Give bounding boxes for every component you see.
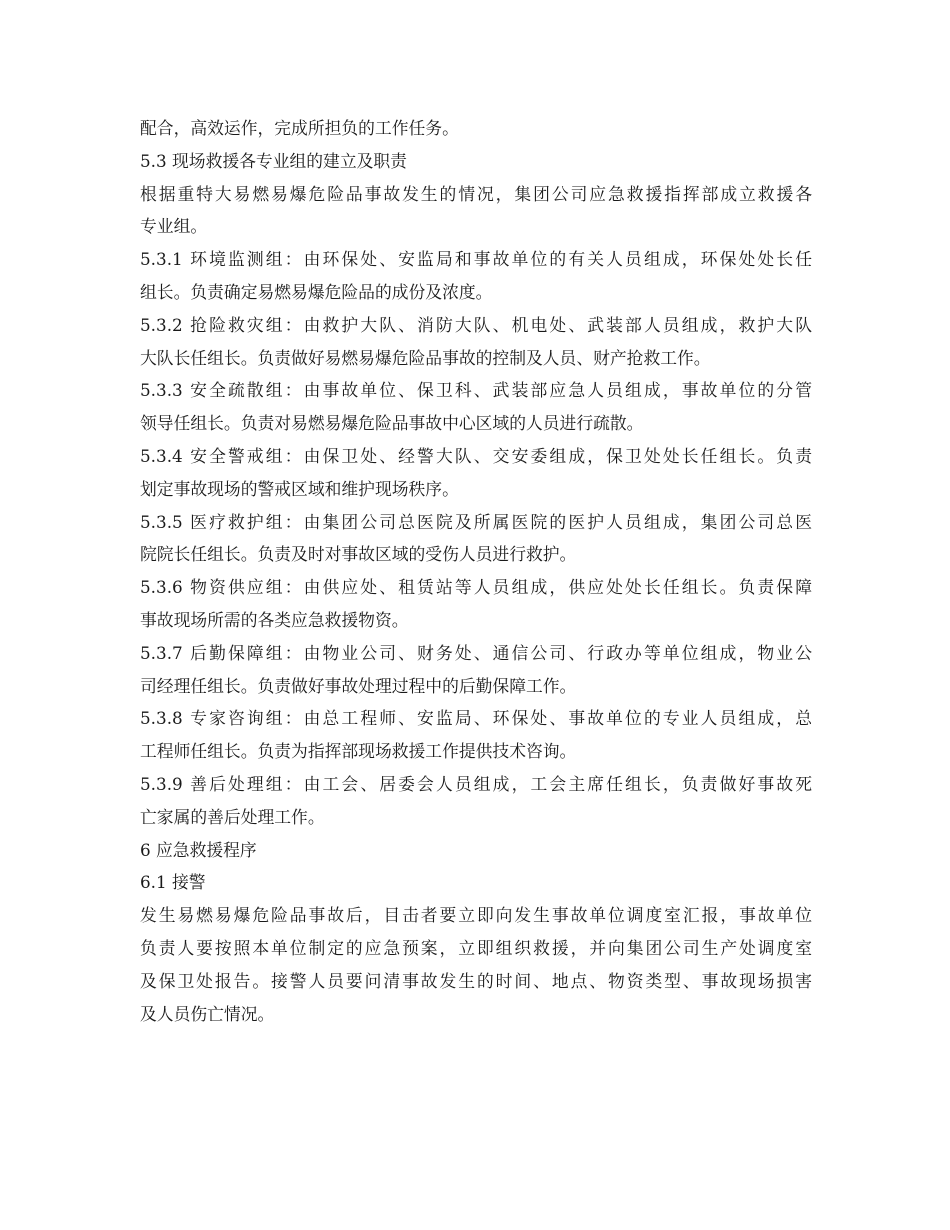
text-line: 5.3.8 专家咨询组：由总工程师、安监局、环保处、事故单位的专业人员组成，总	[140, 708, 812, 729]
text-line: 司经理任组长。负责做好事故处理过程中的后勤保障工作。	[140, 675, 577, 696]
text-line: 6.1 接警	[140, 872, 206, 893]
text-line: 6 应急救援程序	[140, 839, 257, 860]
text-line: 院院长任组长。负责及时对事故区域的受伤人员进行救护。	[140, 544, 577, 565]
text-line: 配合，高效运作，完成所担负的工作任务。	[140, 118, 459, 138]
text-line: 5.3.6 物资供应组：由供应处、租赁站等人员组成，供应处处长任组长。负责保障	[140, 577, 812, 598]
text-line: 亡家属的善后处理工作。	[140, 806, 325, 827]
text-line: 5.3 现场救援各专业组的建立及职责	[140, 150, 407, 171]
text-line: 工程师任组长。负责为指挥部现场救援工作提供技术咨询。	[140, 741, 577, 762]
text-line: 5.3.9 善后处理组：由工会、居委会人员组成，工会主席任组长，负责做好事故死	[140, 773, 812, 794]
text-line: 5.3.1 环境监测组：由环保处、安监局和事故单位的有关人员组成，环保处处长任	[140, 249, 812, 270]
text-line: 专业组。	[140, 216, 208, 237]
text-line: 及人员伤亡情况。	[140, 1003, 275, 1024]
text-line: 负责人要按照本单位制定的应急预案，立即组织救援，并向集团公司生产处调度室	[140, 937, 812, 958]
text-line: 及保卫处报告。接警人员要问清事故发生的时间、地点、物资类型、事故现场损害	[140, 970, 812, 991]
text-line: 5.3.7 后勤保障组：由物业公司、财务处、通信公司、行政办等单位组成，物业公	[140, 642, 812, 663]
text-line: 5.3.5 医疗救护组：由集团公司总医院及所属医院的医护人员组成，集团公司总医	[140, 511, 812, 532]
text-line: 根据重特大易燃易爆危险品事故发生的情况，集团公司应急救援指挥部成立救援各	[140, 183, 812, 204]
document-body	[140, 112, 812, 1030]
text-line: 划定事故现场的警戒区域和维护现场秩序。	[140, 478, 459, 499]
text-line: 发生易燃易爆危险品事故后，目击者要立即向发生事故单位调度室汇报，事故单位	[140, 905, 812, 926]
text-line: 组长。负责确定易燃易爆危险品的成份及浓度。	[140, 281, 493, 302]
text-line: 5.3.3 安全疏散组：由事故单位、保卫科、武装部应急人员组成，事故单位的分管	[140, 380, 812, 401]
text-line: 事故现场所需的各类应急救援物资。	[140, 609, 409, 630]
text-line: 5.3.2 抢险救灾组：由救护大队、消防大队、机电处、武装部人员组成，救护大队	[140, 314, 812, 335]
text-line: 大队长任组长。负责做好易燃易爆危险品事故的控制及人员、财产抢救工作。	[140, 347, 711, 368]
text-line: 领导任组长。负责对易燃易爆危险品事故中心区域的人员进行疏散。	[140, 413, 644, 434]
text-line: 5.3.4 安全警戒组：由保卫处、经警大队、交安委组成，保卫处处长任组长。负责	[140, 445, 812, 466]
